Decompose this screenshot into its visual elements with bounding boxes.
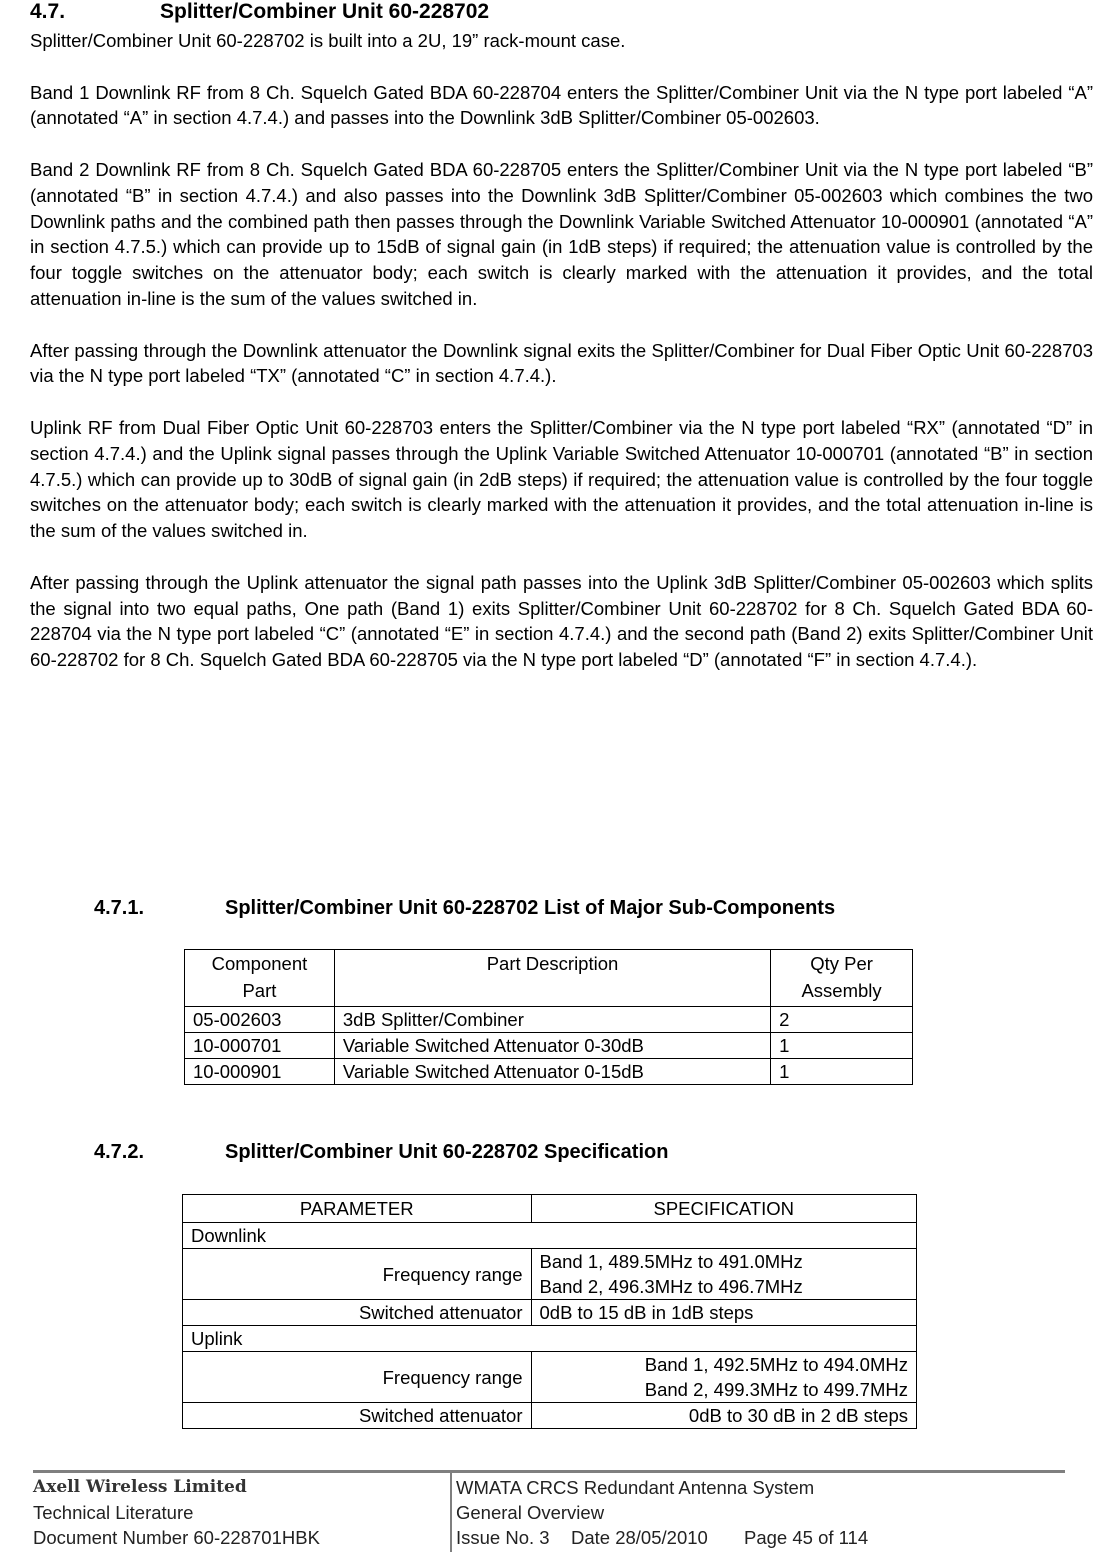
table-cell: 10-000901 — [185, 1059, 335, 1085]
section-number: 4.7. — [30, 0, 66, 23]
table-row — [185, 1033, 913, 1059]
table-cell: 05-002603 — [185, 1007, 335, 1033]
table-cell: 3dB Splitter/Combiner — [334, 1007, 770, 1033]
footer-divider — [450, 1470, 452, 1552]
footer-rule — [33, 1470, 1065, 1473]
table-row — [185, 1007, 913, 1033]
subsection-title: Splitter/Combiner Unit 60-228702 Specification — [225, 1141, 669, 1163]
table-header-row — [183, 1195, 917, 1223]
body-text — [30, 28, 1093, 699]
table-cell: 1 — [771, 1059, 913, 1085]
table-cell: Variable Switched Attenuator 0-30dB — [334, 1033, 770, 1059]
table-row — [183, 1403, 917, 1429]
column-header: Component Part — [185, 950, 335, 1007]
company-name: Axell Wireless Limited — [33, 1477, 247, 1497]
subsection-heading-specification — [94, 1141, 668, 1164]
issue-number: Issue No. 3 — [456, 1527, 550, 1548]
parameter-cell: Switched attenuator — [183, 1300, 532, 1326]
table-section-row — [183, 1326, 917, 1352]
specification-cell — [531, 1249, 917, 1300]
column-header: Qty Per Assembly — [771, 950, 913, 1007]
specification-cell: 0dB to 30 dB in 2 dB steps — [531, 1403, 917, 1429]
table-row — [183, 1300, 917, 1326]
subsection-number: 4.7.2. — [94, 1141, 145, 1163]
paragraph: Band 2 Downlink RF from 8 Ch. Squelch Gated BDA 60-228705 enters the Splitter/Combiner Unit via the N type port labeled “B” (annotated “B” in section 4.7.4.) and also passes into the Downlink 3dB Splitter/Combiner 05-002603 which combines the two Downlink paths and the combined path then passes through the Downlink Variable Switched Attenuator 10-000901 (annotated “A” in section 4.7.5.) which can provide up to 15dB of signal gain (in 1dB steps) if required; the attenuation value is controlled by the four toggle switches on the attenuator body; each switch is clearly marked with the attenuation it provides, and the total attenuation in-line is the sum of the values switched in. — [30, 158, 1093, 309]
parameter-cell: Switched attenuator — [183, 1403, 532, 1429]
subsection-number: 4.7.1. — [94, 897, 145, 919]
spec-line: Band 2, 496.3MHz to 496.7MHz — [539, 1276, 803, 1297]
table-cell: 2 — [771, 1007, 913, 1033]
literature-label: Technical Literature — [33, 1502, 194, 1523]
table-cell: 1 — [771, 1033, 913, 1059]
section-label-uplink: Uplink — [183, 1326, 917, 1352]
column-header: PARAMETER — [183, 1195, 532, 1223]
footer-left — [33, 1475, 320, 1550]
issue-meta — [456, 1525, 868, 1550]
column-header: SPECIFICATION — [531, 1195, 917, 1223]
footer-right — [456, 1475, 868, 1550]
paragraph: Splitter/Combiner Unit 60-228702 is built into a 2U, 19” rack-mount case. — [30, 30, 626, 51]
section-heading — [30, 0, 489, 24]
parameter-cell: Frequency range — [183, 1249, 532, 1300]
column-header: Part Description — [334, 950, 770, 1007]
paragraph: Band 1 Downlink RF from 8 Ch. Squelch Gated BDA 60-228704 enters the Splitter/Combiner Unit via the N type port labeled “A” (annotated “A” in section 4.7.4.) and passes into the Downlink 3dB Splitter/Combiner 05-002603. — [30, 81, 1093, 129]
table-section-row — [183, 1223, 917, 1249]
system-name: WMATA CRCS Redundant Antenna System — [456, 1477, 815, 1498]
specification-table — [182, 1194, 917, 1429]
table-cell: Variable Switched Attenuator 0-15dB — [334, 1059, 770, 1085]
document-number: Document Number 60-228701HBK — [33, 1527, 320, 1548]
page-number: Page 45 of 114 — [744, 1527, 869, 1548]
spec-line: Band 1, 492.5MHz to 494.0MHz — [644, 1354, 908, 1375]
spec-line: Band 2, 499.3MHz to 499.7MHz — [644, 1379, 908, 1400]
specification-cell — [531, 1352, 917, 1403]
parameter-cell: Frequency range — [183, 1352, 532, 1403]
table-row — [183, 1249, 917, 1300]
paragraph: After passing through the Uplink attenuator the signal path passes into the Uplink 3dB Splitter/Combiner 05-002603 which splits the signal into two equal paths, One path (Band 1) exits Splitter/Combiner Unit 60-228702 for 8 Ch. Squelch Gated BDA 60-228704 via the N type port labeled “C” (annotated “E” in section 4.7.4.) and the second path (Band 2) exits Splitter/Combiner Unit 60-228702 for 8 Ch. Squelch Gated BDA 60-228705 via the N type port labeled “D” (annotated “F” in section 4.7.4.). — [30, 571, 1093, 671]
specification-cell: 0dB to 15 dB in 1dB steps — [531, 1300, 917, 1326]
spec-line: Band 1, 489.5MHz to 491.0MHz — [539, 1251, 803, 1272]
paragraph: After passing through the Downlink attenuator the Downlink signal exits the Splitter/Combiner for Dual Fiber Optic Unit 60-228703 via the N type port labeled “TX” (annotated “C” in section 4.7.4.). — [30, 339, 1093, 387]
components-table — [184, 949, 913, 1085]
subsection-heading-components — [94, 897, 835, 920]
table-cell: 10-000701 — [185, 1033, 335, 1059]
table-row — [185, 1059, 913, 1085]
paragraph: Uplink RF from Dual Fiber Optic Unit 60-228703 enters the Splitter/Combiner via the N type port labeled “RX” (annotated “D” in section 4.7.4.) and the Uplink signal passes through the Uplink Variable Switched Attenuator 10-000701 (annotated “B” in section 4.7.5.) which can provide up to 30dB of signal gain (in 2dB steps) if required; the attenuation value is controlled by the four toggle switches on the attenuator body; each switch is clearly marked with the attenuation it provides, and the total attenuation in-line is the sum of the values switched in. — [30, 416, 1093, 542]
overview-label: General Overview — [456, 1502, 605, 1523]
section-title: Splitter/Combiner Unit 60-228702 — [160, 0, 490, 23]
table-row — [183, 1352, 917, 1403]
subsection-title: Splitter/Combiner Unit 60-228702 List of Major Sub-Components — [225, 897, 836, 919]
table-header-row — [185, 950, 913, 1007]
issue-date: Date 28/05/2010 — [571, 1527, 708, 1548]
section-label-downlink: Downlink — [183, 1223, 917, 1249]
